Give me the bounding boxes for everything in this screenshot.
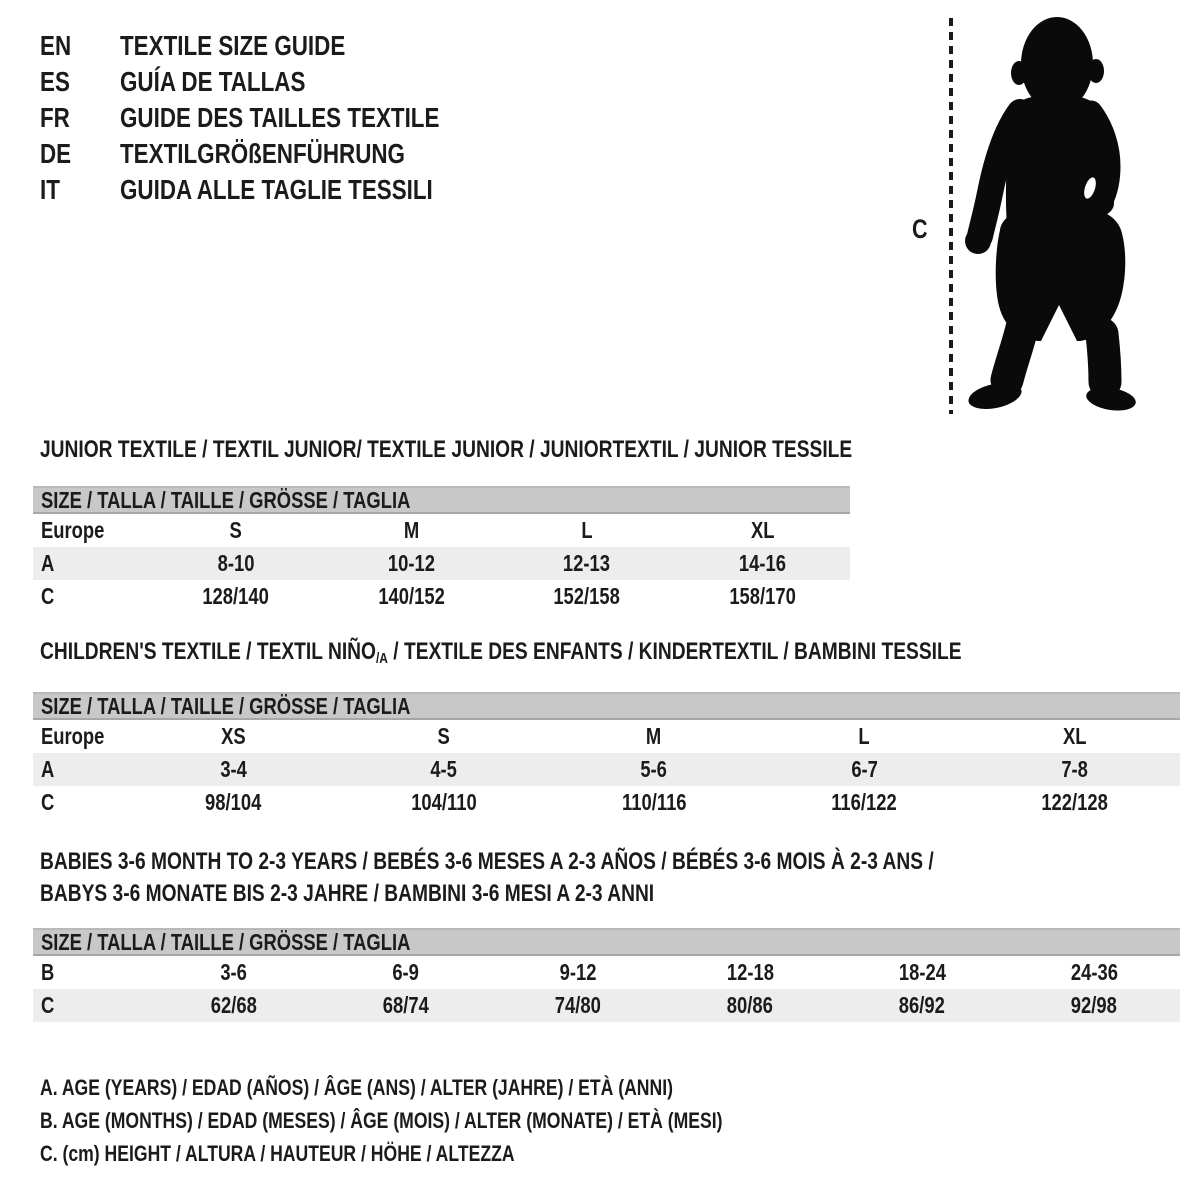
language-title-list — [40, 28, 519, 208]
guide-title-en: TEXTILE SIZE GUIDE — [120, 30, 346, 61]
height-cell: 158/170 — [728, 583, 796, 609]
age-cell: 5-6 — [640, 756, 668, 782]
row-label: Europe — [41, 723, 105, 749]
height-cell: 68/74 — [382, 992, 430, 1018]
size-cell: XL — [750, 517, 774, 543]
height-cell: 104/110 — [410, 789, 477, 815]
table-row-europe — [33, 514, 850, 547]
language-code: ES — [40, 66, 70, 97]
height-cell: 140/152 — [377, 583, 445, 609]
age-cell: 12-13 — [563, 550, 611, 576]
language-row-en — [40, 28, 519, 64]
age-cell: 6-7 — [851, 756, 878, 782]
size-cell: M — [403, 517, 419, 543]
row-label: B — [41, 959, 55, 985]
children-section-title: CHILDREN'S TEXTILE / TEXTIL NIÑO/A / TEXTILE DES ENFANTS / KINDERTEXTIL / BAMBINI TESSILE — [40, 638, 962, 667]
child-figure — [900, 0, 1160, 430]
language-code: IT — [40, 174, 60, 205]
guide-title-it: GUIDA ALLE TAGLIE TESSILI — [120, 174, 433, 205]
months-cell: 24-36 — [1070, 959, 1118, 985]
height-measure-label: C — [911, 214, 928, 244]
language-row-es — [40, 64, 519, 100]
row-label: A — [41, 550, 55, 576]
age-cell: 4-5 — [430, 756, 457, 782]
row-label: C — [41, 789, 55, 815]
height-cell: 86/92 — [898, 992, 946, 1018]
table-row-age — [33, 753, 1180, 786]
height-cell: 62/68 — [210, 992, 258, 1018]
size-cell: L — [858, 723, 871, 749]
size-cell: XS — [220, 723, 246, 749]
height-cell: 98/104 — [205, 789, 262, 815]
guide-title-de: TEXTILGRÖßENFÜHRUNG — [120, 138, 405, 169]
height-cell: 122/128 — [1041, 789, 1109, 815]
size-cell: L — [581, 517, 593, 543]
legend-line-a: A. AGE (YEARS) / EDAD (AÑOS) / ÂGE (ANS) / ALTER (JAHRE) / ETÀ (ANNI) — [40, 1075, 673, 1100]
size-cell: M — [646, 723, 662, 749]
table-row-height — [33, 786, 1180, 819]
height-cell: 92/98 — [1070, 992, 1118, 1018]
age-cell: 14-16 — [738, 550, 786, 576]
age-cell: 7-8 — [1061, 756, 1089, 782]
size-header-bar: SIZE / TALLA / TAILLE / GRÖSSE / TAGLIA — [33, 486, 850, 514]
babies-section-title: BABIES 3-6 MONTH TO 2-3 YEARS / BEBÉS 3-6 MESES A 2-3 AÑOS / BÉBÉS 3-6 MOIS À 2-3 ANS / BABYS 3-6 MONATE BIS 2-3 JAHRE / BAMBINI 3-6 MESI A 2-3 ANNI — [40, 848, 934, 907]
row-label: C — [41, 992, 55, 1018]
junior-size-table — [33, 486, 850, 613]
height-cell: 110/116 — [621, 789, 687, 815]
height-cell: 74/80 — [554, 992, 602, 1018]
language-row-de — [40, 136, 519, 172]
age-cell: 10-12 — [387, 550, 435, 576]
size-header-bar: SIZE / TALLA / TAILLE / GRÖSSE / TAGLIA — [33, 692, 1180, 720]
table-row-months — [33, 956, 1180, 989]
row-label: A — [41, 756, 55, 782]
toddler-silhouette-icon — [965, 17, 1137, 414]
legend-line-b: B. AGE (MONTHS) / EDAD (MESES) / ÂGE (MOIS) / ALTER (MONATE) / ETÀ (MESI) — [40, 1108, 723, 1133]
age-cell: 3-4 — [219, 756, 247, 782]
row-label: Europe — [41, 517, 105, 543]
months-cell: 9-12 — [559, 959, 597, 985]
legend-line-c: C. (cm) HEIGHT / ALTURA / HAUTEUR / HÖHE / ALTEZZA — [40, 1141, 515, 1166]
table-row-height — [33, 580, 850, 613]
height-cell: 128/140 — [202, 583, 269, 609]
height-cell: 116/122 — [831, 789, 898, 815]
size-header-bar: SIZE / TALLA / TAILLE / GRÖSSE / TAGLIA — [33, 928, 1180, 956]
height-cell: 152/158 — [553, 583, 620, 609]
measure-legend — [40, 1071, 893, 1170]
table-row-europe — [33, 720, 1180, 753]
language-row-fr — [40, 100, 519, 136]
height-cell: 80/86 — [726, 992, 774, 1018]
months-cell: 12-18 — [726, 959, 774, 985]
language-code: DE — [40, 138, 72, 169]
row-label: C — [41, 583, 55, 609]
language-row-it — [40, 172, 519, 208]
months-cell: 3-6 — [220, 959, 248, 985]
language-code: FR — [40, 102, 70, 133]
months-cell: 18-24 — [898, 959, 946, 985]
age-cell: 8-10 — [217, 550, 255, 576]
guide-title-es: GUÍA DE TALLAS — [120, 66, 306, 97]
children-size-table — [33, 692, 1180, 819]
size-cell: S — [229, 517, 242, 543]
nino-a-subscript: /A — [375, 650, 388, 667]
language-code: EN — [40, 30, 72, 61]
months-cell: 6-9 — [392, 959, 420, 985]
table-row-age — [33, 547, 850, 580]
size-cell: S — [437, 723, 450, 749]
babies-size-table — [33, 928, 1180, 1022]
size-cell: XL — [1063, 723, 1087, 749]
guide-title-fr: GUIDE DES TAILLES TEXTILE — [120, 102, 440, 133]
table-row-height — [33, 989, 1180, 1022]
junior-section-title: JUNIOR TEXTILE / TEXTIL JUNIOR/ TEXTILE JUNIOR / JUNIORTEXTIL / JUNIOR TESSILE — [40, 436, 853, 463]
